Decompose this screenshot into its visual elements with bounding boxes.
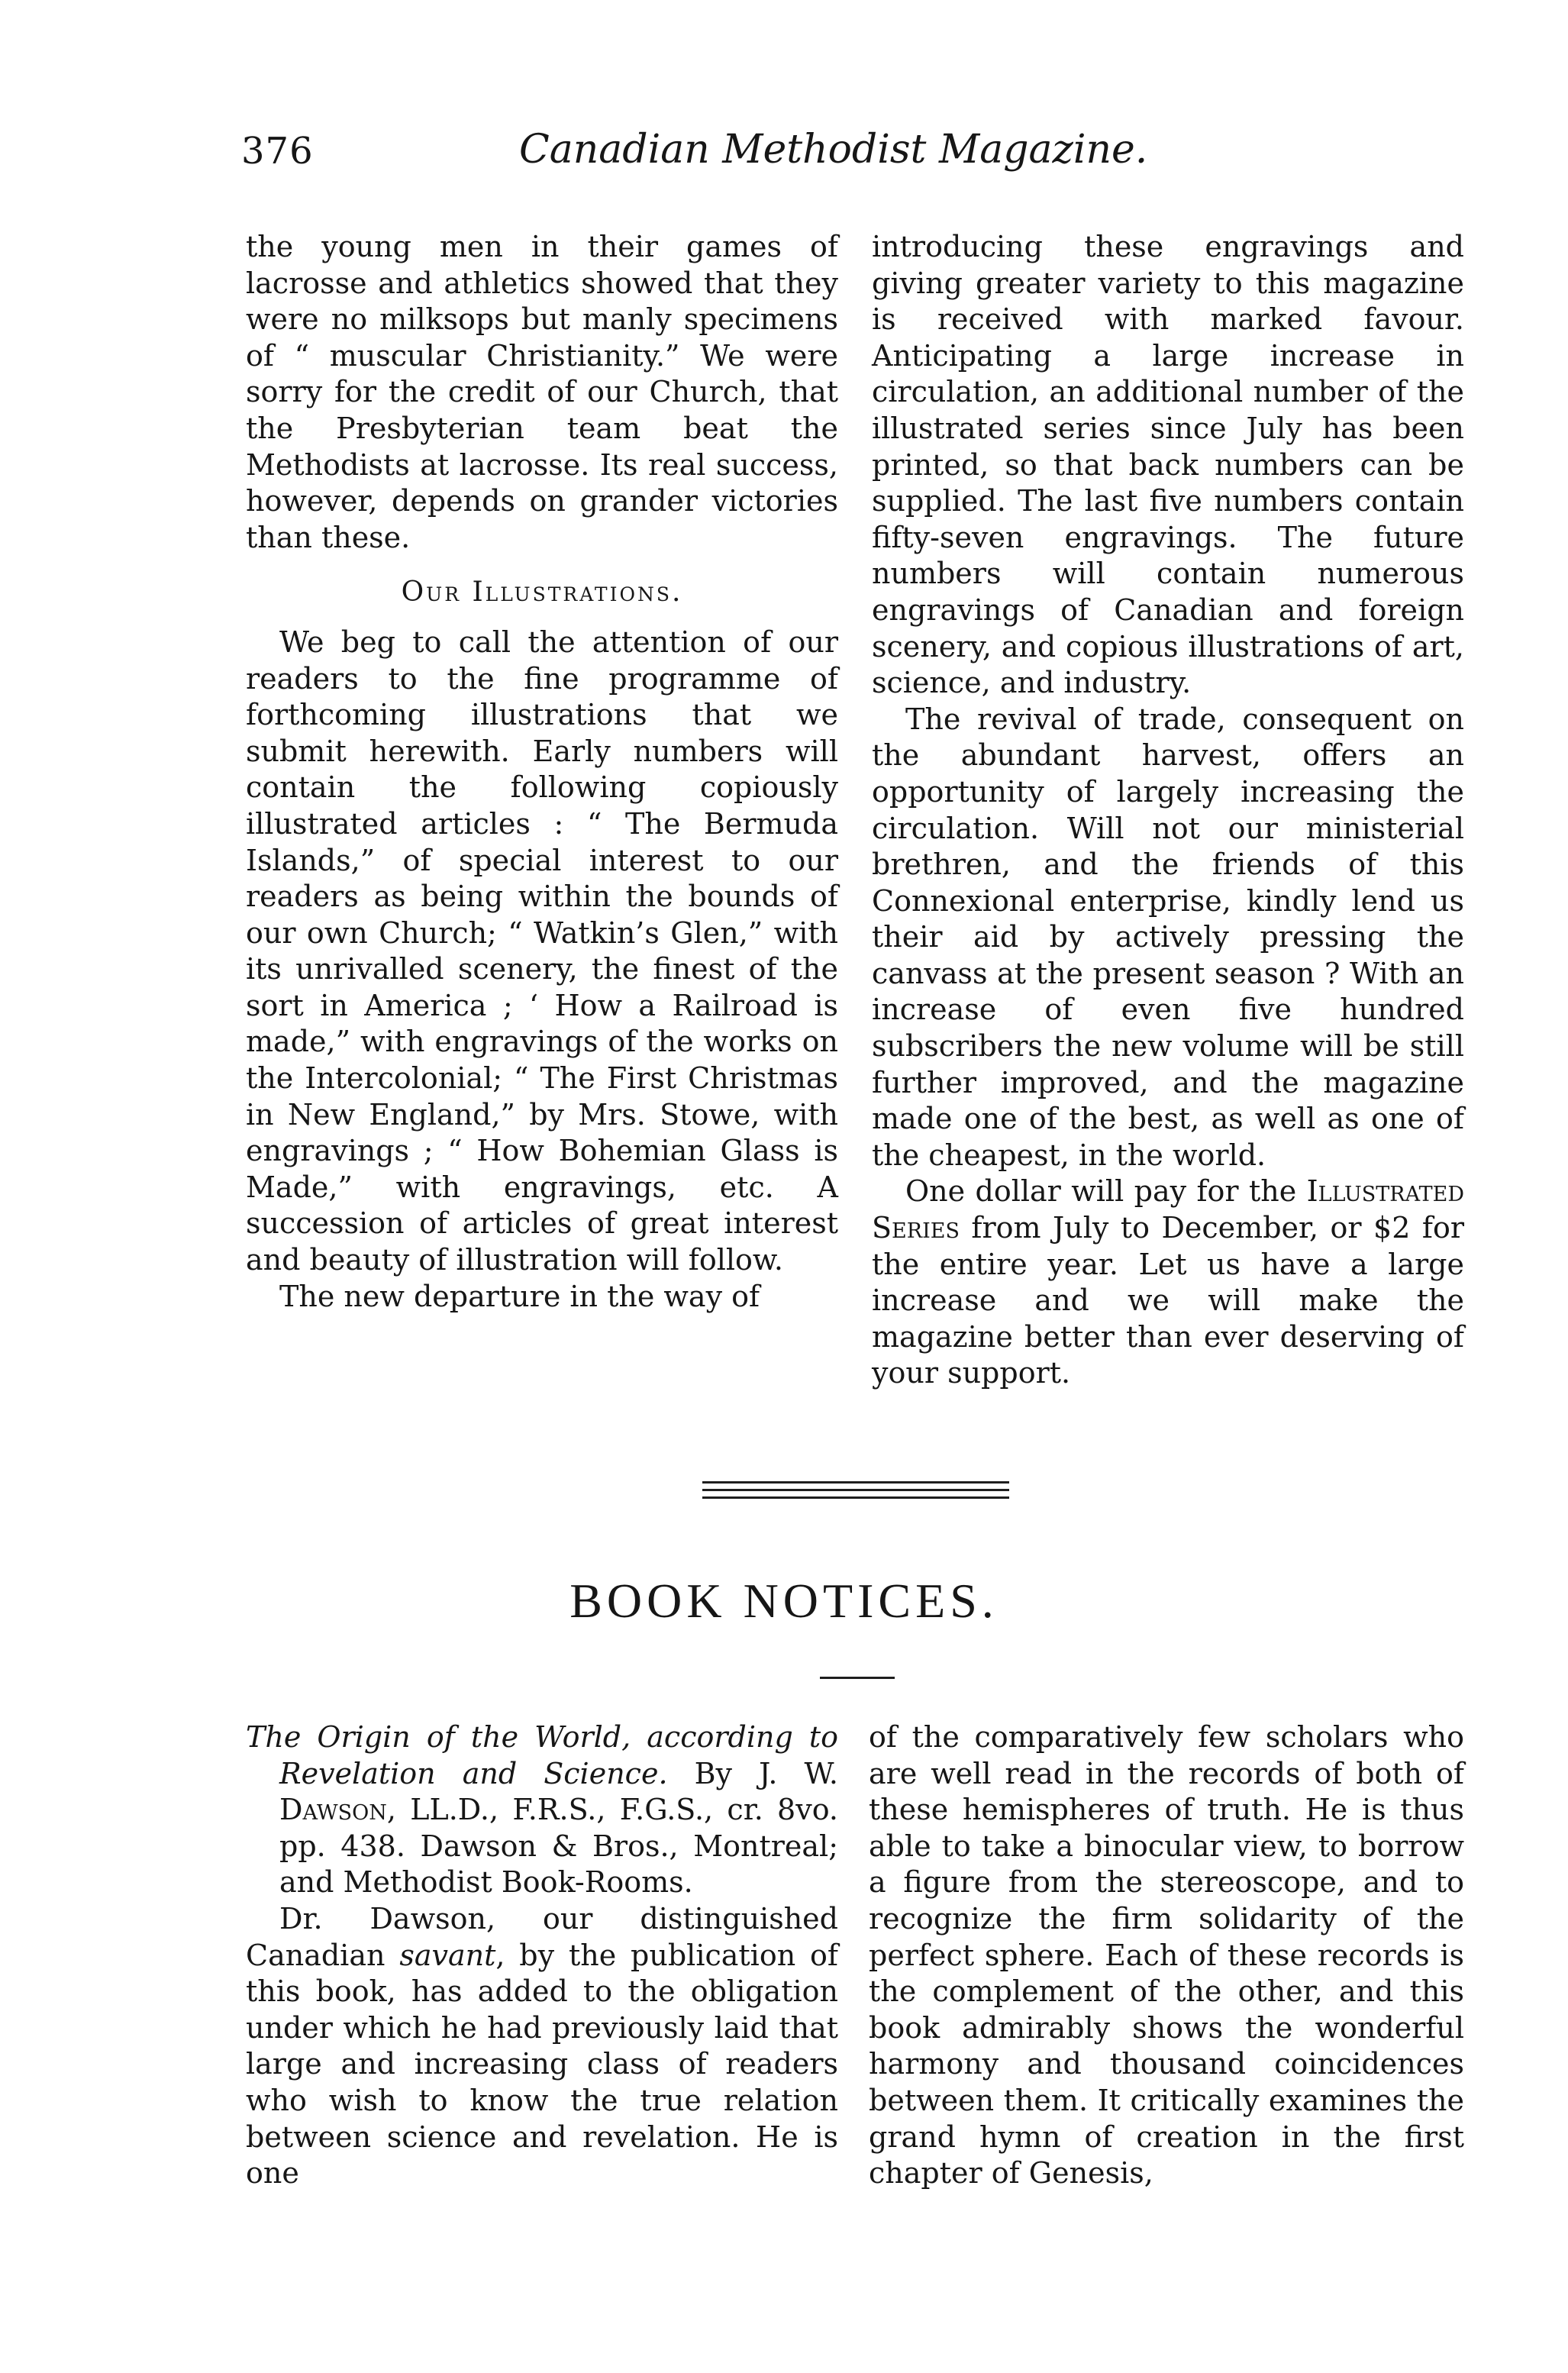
divider-line <box>702 1496 1009 1499</box>
section-divider <box>702 1481 1009 1504</box>
text-run: By J. W. <box>667 1756 838 1790</box>
text-run: , by the publication of this book, has added to the obligation under which he had previously laid that large and increasing class of readers who wish to know the true relation between science and revelation. He is one <box>246 1938 838 2191</box>
top-right-column <box>872 229 1464 1392</box>
text-run: , LL.D., F.R.S., F.G.S., cr. 8vo. pp. 438. Dawson & Bros., Montreal; and Methodist Book-Rooms. <box>279 1793 838 1900</box>
author-name: Dawson <box>279 1793 387 1827</box>
book-title: The Origin of the World, according to Revelation and Science. <box>246 1720 838 1790</box>
book-notices-left-column <box>246 1719 838 2192</box>
divider-line <box>702 1489 1009 1491</box>
book-notices-right-column <box>869 1719 1464 2192</box>
text-run: One dollar will pay for the <box>905 1174 1307 1209</box>
short-rule <box>820 1677 895 1679</box>
paragraph: of the comparatively few scholars who are well read in the records of both of these hemispheres of truth. He is thus able to take a binocular view, to borrow a figure from the stereoscope, and to recognize the firm solidarity of the perfect sphere. Each of these records is the complement of the other, and this book admirably shows the wonderful harmony and thousand coincidences between them. It critically examines the grand hymn of creation in the first chapter of Genesis, <box>869 1720 1464 2191</box>
paragraph: the young men in their games of lacrosse and athletics showed that they were no milksops but manly specimens of “ muscular Christianity.” We were sorry for the credit of our Church, that the Presbyterian team beat the Methodists at lacrosse. Its real success, however, depends on grander victories than these. <box>246 230 838 554</box>
text-run: from July to December, or $2 for the entire year. Let us have a large increase and we will make the magazine better than ever deserving of your support. <box>872 1211 1464 1390</box>
paragraph <box>872 1174 1464 1392</box>
book-notices-heading: BOOK NOTICES. <box>569 1574 999 1628</box>
italic-word: savant <box>399 1938 496 1972</box>
divider-line <box>702 1481 1009 1484</box>
illustrated-series-name: Illustrated Series <box>872 1174 1464 1245</box>
running-title: Canadian Methodist Magazine. <box>519 127 1148 173</box>
paragraph: The new departure in the way of <box>279 1279 760 1313</box>
text-run: Dr. Dawson, our distinguished Canadian <box>246 1901 838 1972</box>
page-number: 376 <box>241 130 314 173</box>
paragraph: The revival of trade, consequent on the abundant harvest, offers an opportunity of largely increasing the circulation. Will not our ministerial brethren, and the friends of this Connexional enterprise, kindly lend us their aid by actively pressing the canvass at the present season ? With an increase of even five hundred subscribers the new volume will be still further improved, and the magazine made one of the best, as well as one of the cheapest, in the world. <box>872 702 1464 1172</box>
paragraph: introducing these engravings and giving greater variety to this magazine is received with marked favour. Anticipating a large increase in circulation, an additional number of the illustrated series since July has been printed, so that back numbers can be supplied. The last five numbers contain fifty-seven engravings. The future numbers will contain numerous engravings of Canadian and foreign scenery, and copious illustrations of art, science, and industry. <box>872 230 1464 700</box>
paragraph <box>246 1901 838 2192</box>
paragraph: We beg to call the attention of our readers to the fine programme of forthcoming illustrations that we submit herewith. Early numbers will contain the following copiously illustrated articles : “ The Bermuda Islands,” of special interest to our readers as being within the bounds of our own Church; “ Watkin’s Glen,” with its unrivalled scenery, the finest of the sort in America ; ‘ How a Railroad is made,” with engravings of the works on the Intercolonial; “ The First Christmas in New England,” by Mrs. Stowe, with engravings ; “ How Bohemian Glass is Made,” with engravings, etc. A succession of articles of great interest and beauty of illustration will follow. <box>246 625 838 1277</box>
section-heading: Our Illustrations. <box>401 576 683 609</box>
top-left-column <box>246 229 838 1315</box>
book-entry <box>246 1719 838 1901</box>
